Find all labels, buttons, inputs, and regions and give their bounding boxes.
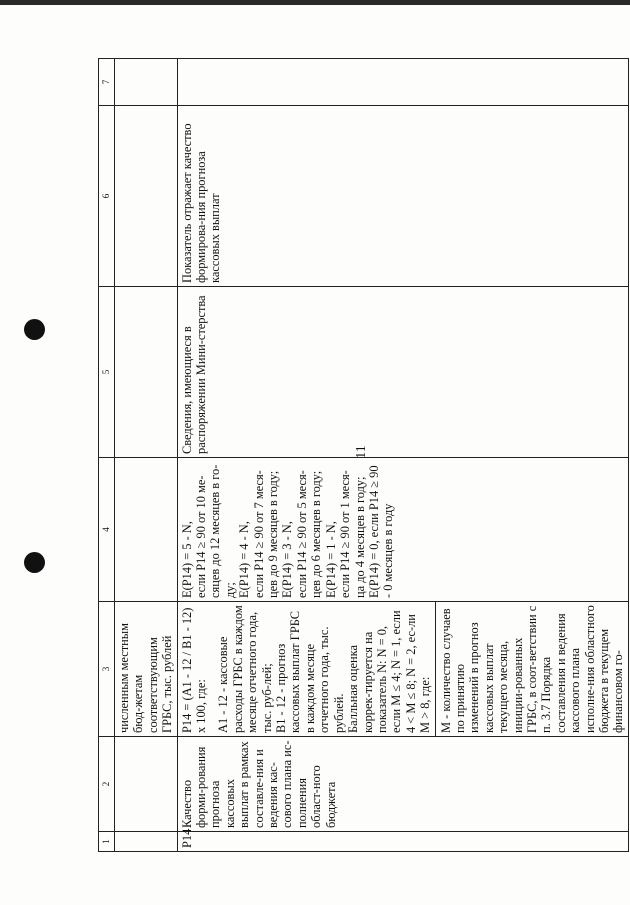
definition-m: M - количество случаев по принятию изменений в прогноз кассовых выплат текущего месяца, иниции-рованных ГРБС, в соот-ветствии с п. 3.7 Порядка составления и ведения кассового плана исполне-ния областного бюджета в текущем финансовом го- <box>438 605 626 733</box>
eval-line: если P14 ≥ 90 от 5 меся-цев до 6 месяцев в году; <box>294 470 324 598</box>
eval-line: E(P14) = 0, если P14 ≥ 90 - 0 месяцев в году <box>366 465 396 598</box>
carryover-row <box>115 59 178 852</box>
col7-empty <box>177 59 628 106</box>
formula-text: P14 = (A1 - 12 / B1 - 12) x 100, где: <box>179 607 209 733</box>
inner-divider <box>435 602 436 736</box>
col-number: 1 <box>99 832 115 852</box>
definition-b: B1 - 12 - прогноз кассовых выплат ГРБС в каждом месяце отчетного года, тыс. рублей. <box>274 610 346 733</box>
calculation-formula-cell <box>177 602 628 737</box>
indicator-note: Показатель отражает качество формирова-ния прогноза кассовых выплат <box>177 106 628 287</box>
table-viewport <box>98 59 626 852</box>
carry-cell <box>115 106 178 287</box>
col-number: 5 <box>99 287 115 458</box>
page-number: 11 <box>354 445 369 459</box>
carry-cell <box>115 59 178 106</box>
indicator-name: Качество форми-рования прогноза кассовых выплат в рамках составле-ния и ведения кас-сового плана ис-полнения област-ного бюджета <box>177 737 628 832</box>
eval-line: если P14 ≥ 90 от 7 меся-цев до 9 месяцев в году; <box>251 470 281 598</box>
col-number: 2 <box>99 737 115 832</box>
eval-line: E(P14) = 1 - N, <box>323 521 338 598</box>
top-edge-line <box>0 0 630 5</box>
col-number: 3 <box>99 602 115 737</box>
col-number: 4 <box>99 458 115 602</box>
col-number: 7 <box>99 59 115 106</box>
indicator-row-p14 <box>177 59 628 852</box>
eval-line: если P14 ≥ 90 от 1 меся-ца до 4 месяцев в году; <box>338 470 367 598</box>
indicator-table <box>98 58 629 852</box>
col-number: 6 <box>99 106 115 287</box>
carry-cell <box>115 832 178 852</box>
indicator-code: P14 <box>177 832 628 852</box>
eval-line: E(P14) = 3 - N, <box>280 521 295 598</box>
punch-hole <box>24 319 45 340</box>
score-correction-rule: Балльная оценка коррек-тируется на показатель N: N = 0, если M ≤ 4; N = 1, если 4 < M ≤ 8; N = 2, ес-ли M > 8, где: <box>346 610 433 733</box>
carry-cell <box>115 458 178 602</box>
column-number-row <box>99 59 115 852</box>
carry-cell <box>115 287 178 458</box>
data-source: Сведения, имеющиеся в распоряжении Мини-стерства <box>177 287 628 458</box>
carry-formula-text: численным местным бюд-жетам соответствующим ГРБС, тыс. рублей <box>115 602 178 737</box>
definition-a: A1 - 12 - кассовые расходы ГРБС в каждом месяце отчетного года, тыс. руб-лей; <box>216 605 274 733</box>
punch-hole <box>24 552 45 573</box>
eval-line: если P14 ≥ 90 от 10 ме-сяцев до 12 месяцев в го-ду; <box>194 464 237 598</box>
rotated-table-container <box>98 59 626 852</box>
carry-cell <box>115 737 178 832</box>
eval-line: E(P14) = 4 - N, <box>237 521 252 598</box>
eval-line: E(P14) = 5 - N, <box>179 521 194 598</box>
evaluation-cell <box>177 458 628 602</box>
